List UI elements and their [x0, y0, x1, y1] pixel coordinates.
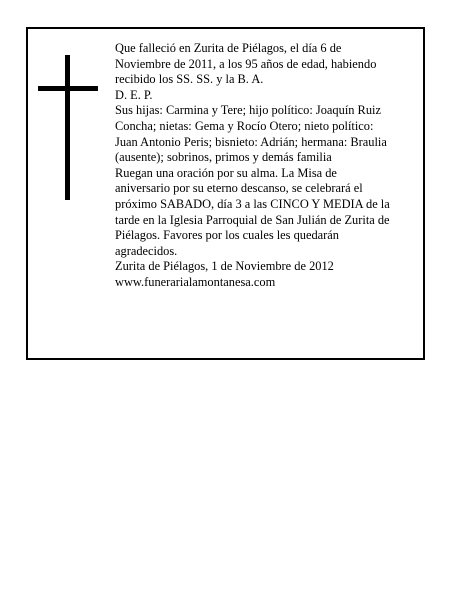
notice-line: Que falleció en Zurita de Piélagos, el día 6 de [115, 41, 342, 55]
rip-line: D. E. P. [115, 87, 153, 102]
notice-line: Juan Antonio Peris; bisnieto: Adrián; hermana: Braulia [115, 134, 387, 149]
cross-icon [38, 55, 98, 200]
notice-line: Noviembre de 2011, a los 95 años de edad, habiendo [115, 56, 377, 71]
cross-vertical-bar [65, 55, 70, 200]
notice-line: Ruegan una oración por su alma. La Misa de [115, 165, 337, 180]
cross-horizontal-bar [38, 86, 98, 91]
notice-line: recibido los SS. SS. y la B. A. [115, 72, 264, 87]
notice-line: agradecidos. [115, 243, 178, 258]
notice-line: próximo SABADO, día 3 a las CINCO Y MEDIA de la [115, 196, 390, 211]
place-date-line: Zurita de Piélagos, 1 de Noviembre de 2012 [115, 259, 334, 274]
website-line: www.funerarialamontanesa.com [115, 274, 276, 289]
notice-line: tarde en la Iglesia Parroquial de San Julián de Zurita de [115, 212, 390, 227]
obituary-notice [26, 27, 425, 360]
notice-line: aniversario por su eterno descanso, se celebrará el [115, 181, 363, 196]
notice-line: Sus hijas: Carmina y Tere; hijo político: Joaquín Ruiz [115, 103, 381, 118]
notice-line: (ausente); sobrinos, primos y demás familia [115, 150, 332, 165]
notice-line: Concha; nietas: Gema y Rocío Otero; nieto político: [115, 118, 374, 133]
notice-text [115, 41, 427, 291]
notice-line: Piélagos. Favores por los cuales les quedarán [115, 228, 340, 243]
